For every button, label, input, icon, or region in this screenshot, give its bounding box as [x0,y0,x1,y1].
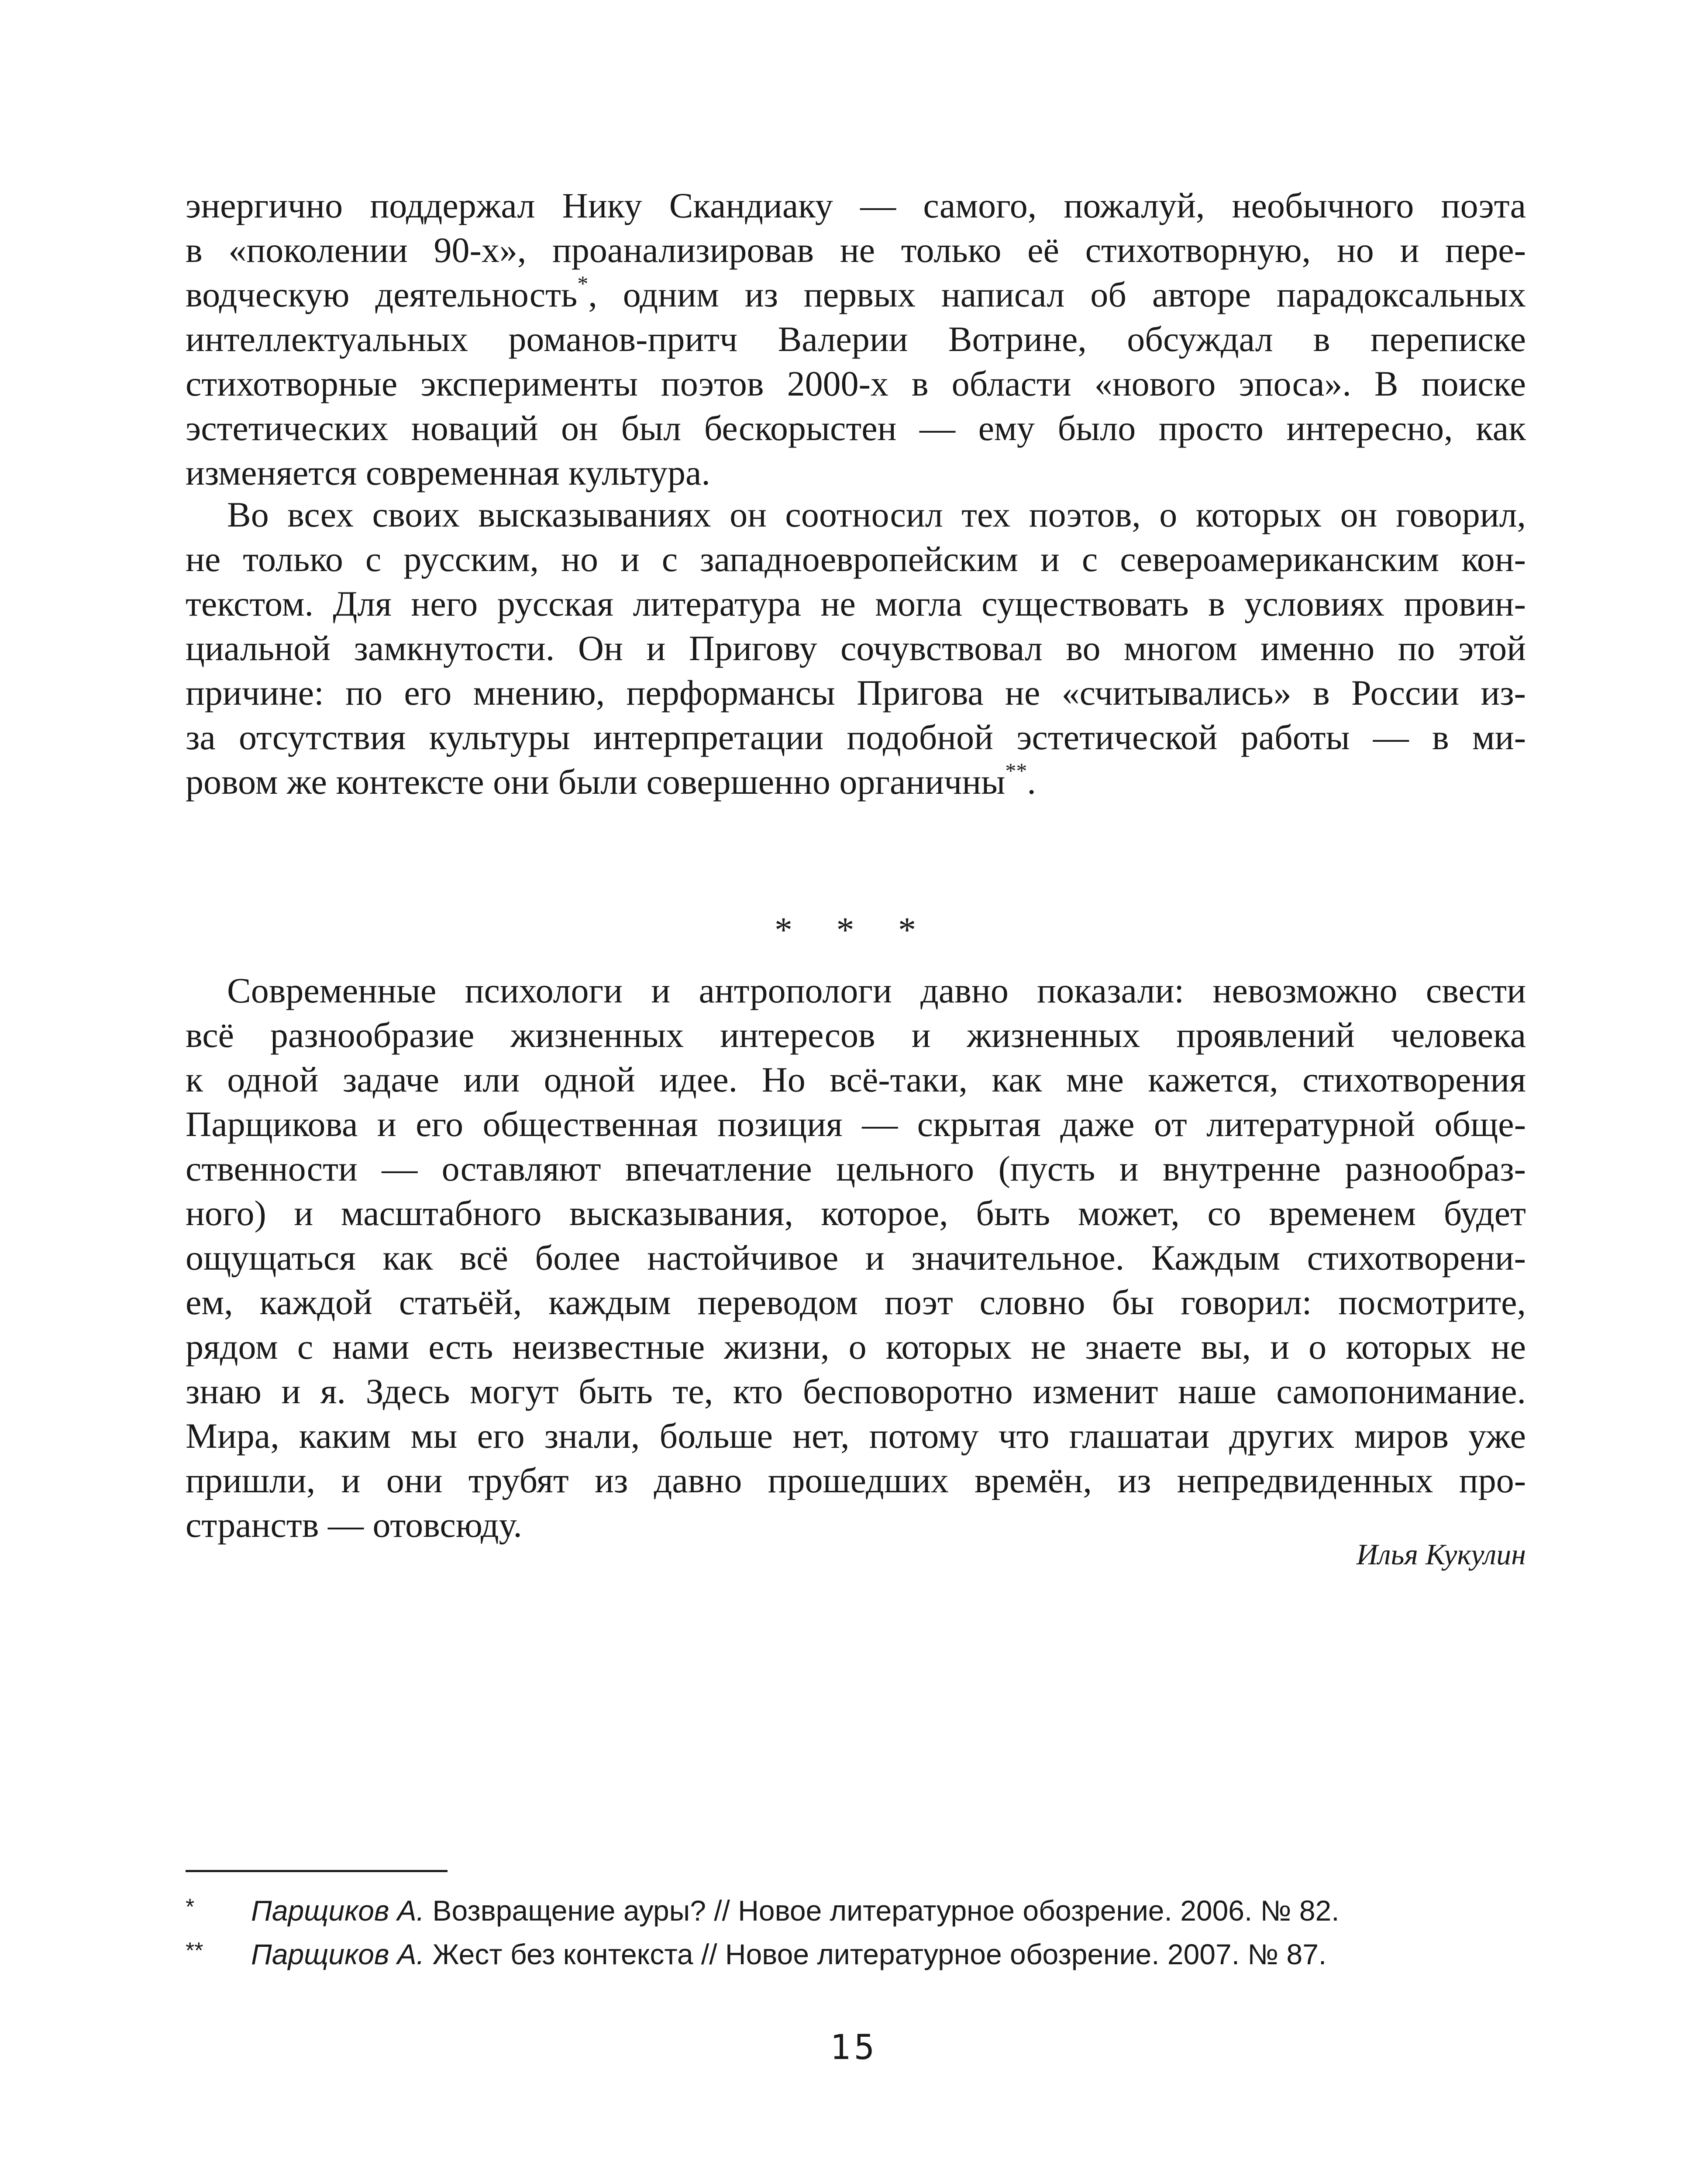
text-line: Современные психологи и антропологи давно показали: невозможно свести [227,971,1526,1010]
paragraph-2 [186,492,1526,804]
footnote-text: Возвращение ауры? // Новое литературное обозрение. 2006. № 82. [424,1894,1340,1927]
footnote-author: Парщиков А. [251,1938,425,1970]
text-line: пришли, и они трубят из давно прошедших времён, из непредвиденных про- [186,1460,1526,1500]
text-line: ственности — оставляют впечатление цельного (пусть и внутренне разнообраз- [186,1149,1526,1188]
footnote-mark: ** [186,1938,203,1963]
footnotes [186,1885,1526,1973]
text-line: всё разнообразие жизненных интересов и жизненных проявлений человека [186,1015,1526,1055]
footnote-author: Парщиков А. [251,1894,425,1927]
page-number: 15 [830,2028,878,2067]
footnote-mark: * [186,1894,195,1920]
text-line: стихотворные эксперименты поэтов 2000-х в области «нового эпоса». В поиске [186,364,1526,403]
footnote-text: Жест без контекста // Новое литературное обозрение. 2007. № 87. [424,1938,1327,1970]
footnote-ref-2[interactable]: ** [1005,758,1027,783]
text-fragment: , одним из первых написал об авторе парадоксальных [588,275,1526,314]
text-line: ем, каждой статьёй, каждым переводом поэт словно бы говорил: посмотрите, [186,1282,1526,1322]
text-line: ощущаться как всё более настойчивое и значительное. Каждым стихотворени- [186,1238,1526,1277]
footnote-item [186,1885,1526,1929]
text-line: странств — отовсюду. [186,1505,522,1545]
footnote-ref-1[interactable]: * [577,271,589,296]
text-line: текстом. Для него русская литература не могла существовать в условиях провин- [186,584,1526,623]
text-line: ного) и масштабного высказывания, которое, быть может, со временем будет [186,1193,1526,1233]
text-line: причине: по его мнению, перформансы Пригова не «считывались» в России из- [186,673,1526,713]
text-line-with-footnote [186,272,1526,317]
section-break-asterism: * * * [775,910,933,950]
text-line: за отсутствия культуры интерпретации подобной эстетической работы — в ми- [186,717,1526,757]
text-line-with-footnote [186,760,1526,804]
text-line: к одной задаче или одной идее. Но всё-таки, как мне кажется, стихотворения [186,1060,1526,1099]
text-line: знаю и я. Здесь могут быть те, кто бесповоротно изменит наше самопонимание. [186,1371,1526,1411]
text-fragment: водческую деятельность [186,275,578,314]
author-signature: Илья Кукулин [1356,1538,1526,1571]
text-line: рядом с нами есть неизвестные жизни, о которых не знаете вы, и о которых не [186,1327,1526,1367]
text-line: эстетических новаций он был бескорыстен — ему было просто интересно, как [186,408,1526,448]
text-line: Во всех своих высказываниях он соотносил тех поэтов, о которых он говорил, [227,495,1526,534]
footnote-item [186,1929,1526,1973]
text-line: энергично поддержал Нику Скандиаку — самого, пожалуй, необычного поэта [186,186,1526,225]
paragraph-1 [186,183,1526,495]
text-line: Мира, каким мы его знали, больше нет, потому что глашатаи других миров уже [186,1416,1526,1456]
text-fragment: . [1027,762,1036,802]
text-line: не только с русским, но и с западноевропейским и с североамериканским кон- [186,539,1526,579]
text-line: в «поколении 90-х», проанализировав не только её стихотворную, но и пере- [186,230,1526,270]
footnote-divider [186,1870,448,1872]
text-line: циальной замкнутости. Он и Пригову сочувствовал во многом именно по этой [186,628,1526,668]
text-line: интеллектуальных романов-притч Валерии Вотрине, обсуждал в переписке [186,319,1526,359]
paragraph-3 [186,968,1526,1547]
text-line: изменяется современная культура. [186,453,710,492]
text-fragment: ровом же контексте они были совершенно органичны [186,762,1006,802]
text-line: Парщикова и его общественная позиция — скрытая даже от литературной обще- [186,1104,1526,1144]
